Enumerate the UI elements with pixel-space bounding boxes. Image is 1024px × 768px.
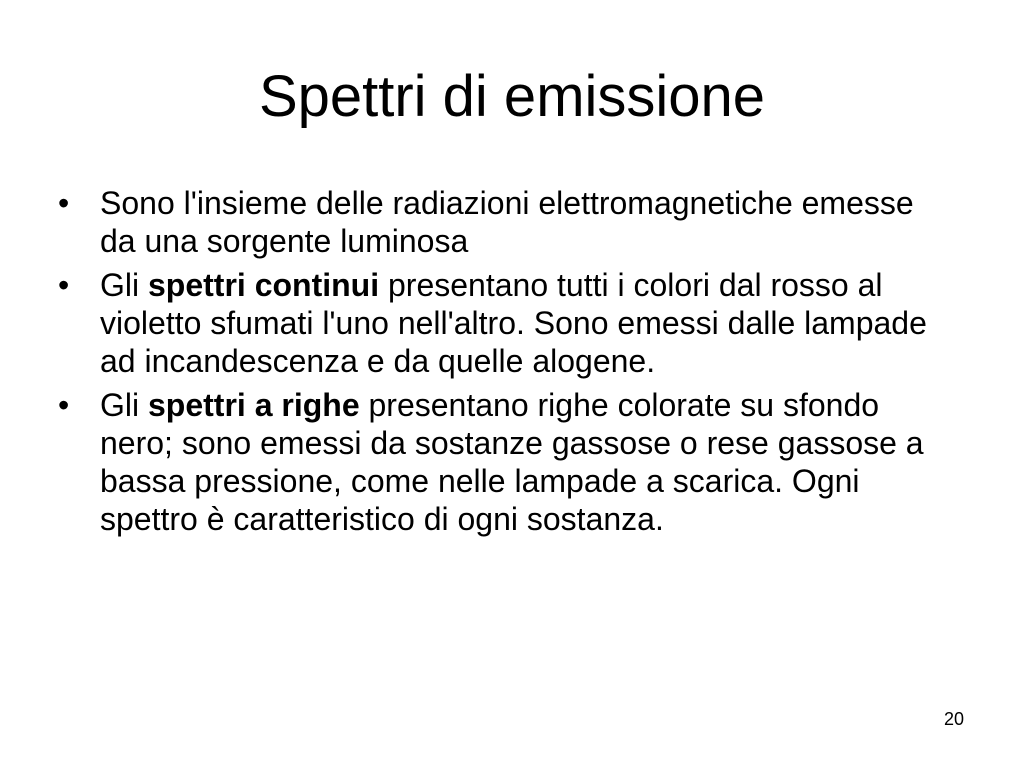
slide-title: Spettri di emissione: [258, 64, 766, 129]
bullet-dot-icon: •: [58, 387, 70, 423]
bullet-text-pre: Gli: [100, 387, 148, 423]
bullet-text-post: presentano righe colorate su sfondo nero; sono emessi da sostanze gassose o rese gassose a bassa pressione, come nelle lampade a scarica. Ogni spettro è caratteristico di ogni sostanza.: [100, 387, 924, 537]
bullet-text-pre: Gli: [100, 267, 148, 303]
bullet-list: [58, 184, 958, 544]
bullet-item: [58, 386, 958, 538]
bullet-text: [100, 387, 924, 537]
bullet-dot-icon: •: [58, 185, 70, 221]
bullet-text-post: presentano tutti i colori dal rosso al violetto sfumati l'uno nell'altro. Sono emessi dalle lampade ad incandescenza e da quelle alogene.: [100, 267, 927, 379]
bullet-text: [100, 185, 914, 259]
bullet-text-pre: Sono l'insieme delle radiazioni elettromagnetiche emesse da una sorgente luminosa: [100, 185, 914, 259]
bullet-item: [58, 184, 958, 260]
bullet-item: [58, 266, 958, 380]
bullet-dot-icon: •: [58, 267, 70, 303]
bullet-text-bold: spettri a righe: [148, 387, 360, 423]
slide-number: 20: [943, 709, 964, 729]
bullet-text: [100, 267, 927, 379]
bullet-text-bold: spettri continui: [148, 267, 380, 303]
